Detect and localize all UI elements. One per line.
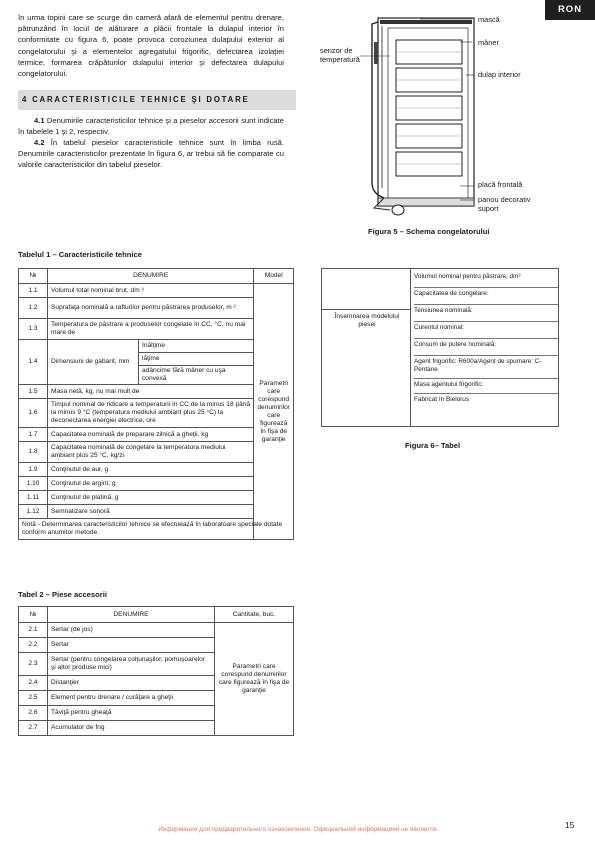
- table-row: [19, 385, 294, 399]
- col-header-model: Model: [254, 269, 294, 284]
- row-number: 1.1: [19, 284, 48, 298]
- nameplate-left-cell: [322, 269, 411, 426]
- row-number: 2.7: [19, 721, 48, 736]
- row-number: 2.2: [19, 638, 48, 653]
- nameplate-item: Capacitatea de congelare:: [414, 288, 558, 305]
- row-name: Temperatura de păstrare a produselor congelate în CC, °C, nu mai mare de: [48, 319, 254, 340]
- footer-notice: Информация для предварительного ознакомления. Официальной информацией не является: [158, 826, 437, 833]
- table-header-row: [19, 607, 294, 623]
- row-name: Semnalizare sonoră: [48, 505, 254, 519]
- row-number: 1.12: [19, 505, 48, 519]
- row-number: 1.5: [19, 385, 48, 399]
- table-row: [19, 623, 294, 638]
- row-name: Acumulator de frig: [48, 721, 215, 736]
- nameplate-item: Curentul nominal:: [414, 322, 558, 339]
- row-number: 1.4: [19, 340, 48, 385]
- row-name: Sertar (pentru congelarea colţunaşilor, pomuşoarelor şi altor produse mici): [48, 653, 215, 676]
- paragraph-number: 4.1: [34, 116, 45, 125]
- row-subitem: înălţime: [139, 340, 254, 353]
- col-header-number: №: [19, 607, 48, 623]
- figure5-caption: Figura 5 – Schema congelatorului: [368, 227, 490, 236]
- accessories-table: [18, 606, 294, 736]
- nameplate-item: Fabricat în Bielorus: [414, 396, 470, 403]
- nameplate-item: Volumul nominal pentru păstrare, dm³: [414, 271, 558, 288]
- table-row: [19, 505, 294, 519]
- table-header-row: [19, 269, 294, 284]
- nameplate-items: [414, 271, 558, 408]
- nameplate-left-label: Însemnarea modelului piesei: [334, 313, 400, 328]
- nameplate-item: Masa agentului frigorific:: [414, 379, 558, 394]
- table1-caption: Tabelul 1 – Caracteristicile tehnice: [18, 250, 142, 259]
- row-name: Capacitatea nominală de congelare la temperatura mediului ambiant plus 25 °C, kg/zi: [48, 442, 254, 463]
- col-header-name: DENUMIRE: [48, 607, 215, 623]
- row-number: 1.7: [19, 428, 48, 442]
- table-row: [19, 491, 294, 505]
- table-row: [19, 399, 294, 428]
- row-name: Tăviţă pentru gheaţă: [48, 706, 215, 721]
- row-number: 2.1: [19, 623, 48, 638]
- table-footnote-row: [19, 519, 294, 540]
- qty-note: Parametri care corespund denumirilor care figurează în fişa de garanţie: [215, 623, 294, 736]
- paragraph-4-2: [18, 138, 284, 170]
- table2-caption: Tabel 2 – Piese accesorii: [18, 590, 107, 599]
- table-row: [19, 284, 294, 298]
- table-row: [19, 477, 294, 491]
- row-number: 2.4: [19, 676, 48, 691]
- nameplate-item: Consum de putere nominală:: [414, 339, 558, 356]
- row-number: 1.10: [19, 477, 48, 491]
- row-name: Capacitatea nominală de preparare zilnică a gheţii, kg: [48, 428, 254, 442]
- model-note: Parametri care corespund denumirilor care figurează în fişa de garanţie: [254, 284, 294, 540]
- row-name: Suprafaţa nominală a rafturilor pentru păstrarea produselor, m ²: [48, 298, 254, 319]
- nameplate-table: [321, 268, 559, 427]
- row-number: 2.3: [19, 653, 48, 676]
- row-number: 2.5: [19, 691, 48, 706]
- row-name: Dimensiuni de gabarit, mm: [48, 340, 139, 385]
- table-row: [19, 442, 294, 463]
- figure6-caption: Figura 6– Tabel: [405, 441, 461, 450]
- paragraph-text: Denumirile caracteristicilor tehnice şi a pieselor accesorii sunt indicate în tabelele 1 şi 2, respectiv.: [18, 116, 284, 136]
- row-name: Timpul nominal de ridicare a temperaturii în CC de la minus 18 până la minus 9 °C (temperatura mediului ambiant plus 25 °C) la deconectarea energiei electrice, ore: [48, 399, 254, 428]
- table-row: [19, 463, 294, 477]
- nameplate-item: Tensiunea nominală:: [414, 305, 558, 322]
- row-name: Conţinutul de platină, g: [48, 491, 254, 505]
- row-name: Conţinutul de argint, g: [48, 477, 254, 491]
- table1-footnote: Notă - Determinarea caracteristicilor tehnice se efectuează în laboratoare speciale dotate conform anumitor metode.: [19, 519, 294, 540]
- row-name: Conţinutul de aur, g: [48, 463, 254, 477]
- row-number: 1.6: [19, 399, 48, 428]
- col-header-name: DENUMIRE: [48, 269, 254, 284]
- label-panou: panou decorativ suport: [478, 195, 531, 213]
- freezer-schematic: [360, 12, 480, 222]
- row-number: 2.6: [19, 706, 48, 721]
- label-senzor: senzor de temperatură: [320, 46, 360, 64]
- intro-paragraph: în urma topirii care se scurge din cameră afară de elementul pentru drenare, pătrunzând în locul de alăturare a plăcii frontale la dulapul interior în conformitate cu figura 6, poate provoca coroziunea dulapului exterior al congelatorului şi a elementelor agregatului frigorific, defectarea izolaţiei termice, formarea crăpăturilor dulapului interior şi defectarea dulapului congelatorului.: [18, 13, 284, 79]
- row-number: 1.11: [19, 491, 48, 505]
- row-name: Volumul total nominal brut, dm ³: [48, 284, 254, 298]
- table-row: [19, 298, 294, 319]
- page-number: 15: [565, 820, 575, 830]
- row-number: 1.2: [19, 298, 48, 319]
- paragraph-number: 4.2: [34, 138, 45, 147]
- row-name: Distanţier: [48, 676, 215, 691]
- technical-table: [18, 268, 294, 540]
- row-subitem: lăţime: [139, 353, 254, 366]
- label-maner: mâner: [478, 38, 499, 47]
- row-number: 1.9: [19, 463, 48, 477]
- row-name: Element pentru drenare / curăţare a gheţii: [48, 691, 215, 706]
- row-number: 1.3: [19, 319, 48, 340]
- row-subitem: adâncime fără mâner cu uşa convexă: [139, 366, 254, 385]
- label-dulap: dulap interior: [478, 70, 521, 79]
- col-header-qty: Cantitate, buc.: [215, 607, 294, 623]
- paragraph-4-1: [18, 116, 284, 138]
- language-tab: RON: [545, 0, 595, 20]
- label-masca: mască: [478, 15, 500, 24]
- nameplate-item: Agent frigorific: R600a/Agent de spumare: C-Pentane: [414, 356, 558, 379]
- table-row: [19, 428, 294, 442]
- table-row: [19, 340, 294, 353]
- row-number: 1.8: [19, 442, 48, 463]
- table-row: [19, 319, 294, 340]
- label-placa: placă frontală: [478, 180, 523, 189]
- row-name: Masa netă, kg, nu mai mult de: [48, 385, 254, 399]
- paragraph-text: În tabelul pieselor caracteristicile tehnice sunt în limba rusă. Denumirile caracteristicilor prezentate în figura 6, ar trebui să fie comparate cu valorile caracteristicilor din tabelul pieselor.: [18, 138, 284, 169]
- row-name: Sertar (de jos): [48, 623, 215, 638]
- col-header-number: №: [19, 269, 48, 284]
- row-name: Sertar: [48, 638, 215, 653]
- section-heading: 4 CARACTERISTICILE TEHNICE ŞI DOTARE: [18, 90, 296, 110]
